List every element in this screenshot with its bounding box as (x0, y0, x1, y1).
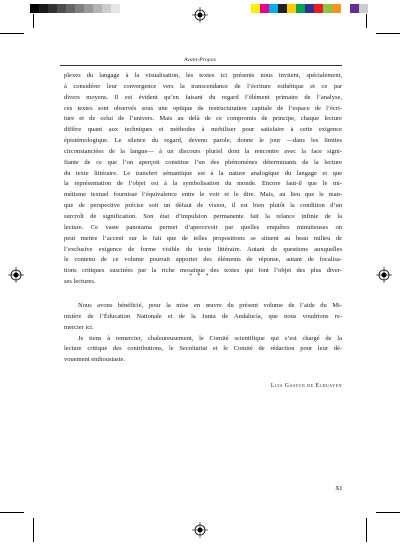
crop-mark (376, 33, 400, 34)
section-break-asterisms: * * * (189, 273, 211, 279)
color-swatch (350, 4, 359, 13)
text-line: ces textes sont observés sous une optique de restructuration capitale de l’espace de l’écri- (64, 104, 342, 112)
text-line: circonstanciées de la langue— à un discours pluriel dont la rencontre avec la face signi- (64, 147, 342, 155)
color-swatch (305, 4, 314, 13)
color-swatch (30, 4, 39, 13)
color-swatch (260, 4, 269, 13)
text-line: plexes du langage à la visualisation, les textes ici présents nous invitent, spécialement, (64, 72, 342, 79)
text-line: l’exclusive exigence de forme visible du texte littéraire. Autant de questions auxquelles (64, 245, 342, 253)
color-swatch (287, 4, 296, 13)
crop-mark (0, 512, 24, 513)
text-line: que de perspective précise soit un défaut de vision, il est bien plutôt la condition d’un (64, 202, 342, 210)
crop-mark (366, 14, 367, 28)
text-line: fiante de ce que l’on aperçoit constitue l’un des phénomènes déterminants de la lecture (64, 158, 342, 166)
text-line: métisme textuel fournisse l’équivalence entre le voir et le dire. Mais, au lieu que le man- (64, 191, 342, 199)
text-line: épistémologique. Le silence du regard, devenu parole, donne le jour —dans les limites (64, 137, 342, 145)
text-line: lecture. Ce vaste panorama permet d’apercevoir par quelles enquêtes minutieuses on (64, 223, 342, 231)
color-swatch (332, 4, 341, 13)
text-line: Je tiens à remercier, chaleureusement, le Comité scientifique qui s’est chargé de la (78, 334, 342, 342)
color-swatch (75, 4, 84, 13)
color-swatch (57, 4, 66, 13)
registration-mark-top (192, 7, 208, 23)
color-swatch (102, 4, 111, 13)
author-signature: Luis Gaston de Elduayen (270, 383, 342, 389)
color-swatch (278, 4, 287, 13)
color-swatch (120, 4, 129, 13)
text-line: nistère de l’Éducation Nationale et de la Junta de Andalucía, que nous voudrions re- (64, 312, 342, 320)
color-swatch (111, 4, 120, 13)
acknowledgements (64, 301, 342, 366)
page-number: XI (335, 485, 342, 492)
color-swatch (296, 4, 305, 13)
color-swatch (66, 4, 75, 13)
text-line: tions critiques suscitées par la riche mosaïque des textes qui font l’objet des plus diver- (64, 267, 342, 275)
running-head: Avant-Propos (184, 57, 216, 63)
text-line: le contenu de ce volume pourrait apporter des éléments de réponse, autant de focalisa- (64, 256, 342, 264)
paragraph-3 (64, 334, 342, 367)
text-line: la représentation de l’objet est à la symbolisation du monde. Encore faut-il que le mi- (64, 180, 342, 188)
text-line: lecture critique des contributions, le Secrétariat et le Comité de rédaction pour leur dé- (64, 345, 342, 353)
header-rule (60, 65, 342, 66)
text-line: surcroît de signification. Son état d’impulsion permanente fait la relance infinie de la (64, 212, 342, 220)
color-swatch (93, 4, 102, 13)
grayscale-color-bar (30, 4, 129, 13)
color-swatch (84, 4, 93, 13)
registration-mark-bottom (192, 522, 208, 538)
color-swatch (314, 4, 323, 13)
text-line: Nous avons bénéficié, pour la mise en œuvre du présent volume de l’aide du Mi- (78, 302, 342, 309)
text-line: divers moyens. Il est évident qu’en faisant du regard l’élément primaire de l’analyse, (64, 93, 342, 101)
process-color-bar (251, 4, 368, 13)
color-swatch (341, 4, 350, 13)
text-line: à considérer leur convergence vers la transcendance de l’écriture esthétique et ce par (64, 82, 342, 90)
text-line: ture et de celui de l’univers. Mais au delà de ce compromis de principe, chaque lecture (64, 115, 342, 123)
text-line: diffère quant aux techniques et méthodes à mobiliser pour satisfaire à cette exigence (64, 126, 342, 134)
text-line: ses lectures. (64, 278, 96, 286)
color-swatch (359, 4, 368, 13)
text-line: peut mettre l’accent sur le fait que de telles propositions se situent au beau milieu de (64, 234, 342, 242)
color-swatch (48, 4, 57, 13)
text-line: vouement enthousiaste. (64, 356, 126, 364)
color-swatch (39, 4, 48, 13)
crop-mark (33, 518, 34, 542)
text-line: mercier ici. (64, 323, 94, 331)
crop-mark (33, 14, 34, 28)
crop-mark (376, 512, 400, 513)
color-swatch (251, 4, 260, 13)
crop-mark (366, 518, 367, 542)
paragraph-2 (64, 301, 342, 334)
text-line: du texte littéraire. Le transfert sémantique est à la nature analogique du langage et que (64, 169, 342, 177)
crop-mark (0, 33, 24, 34)
color-swatch (269, 4, 278, 13)
paragraph-1 (64, 71, 342, 288)
color-swatch (323, 4, 332, 13)
